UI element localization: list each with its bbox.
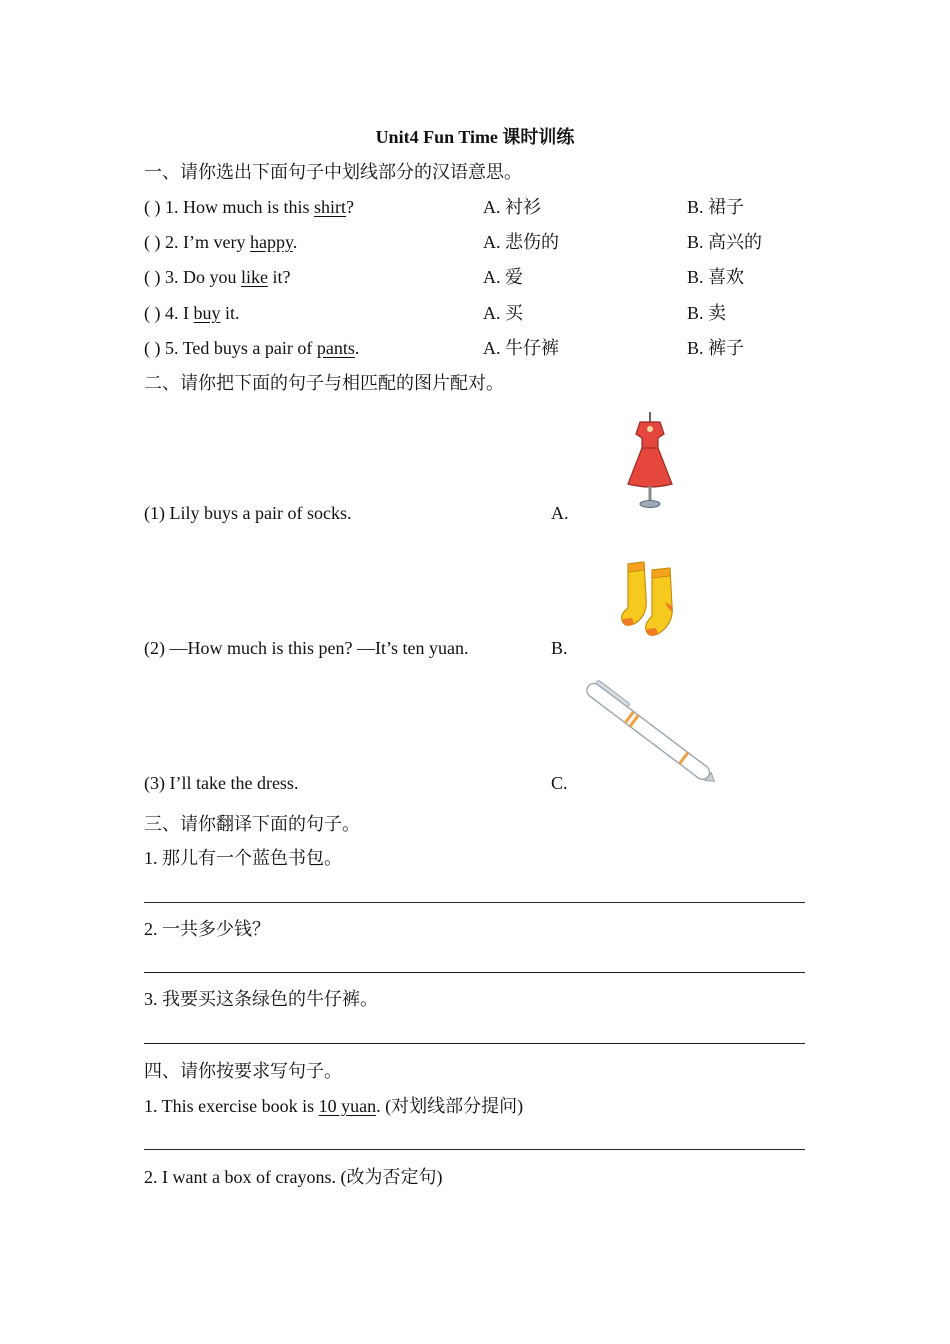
answer-paren[interactable]: ( ): [144, 267, 161, 287]
section-2-heading: 二、请你把下面的句子与相匹配的图片配对。: [144, 373, 504, 393]
match-sentence-1: (1) Lily buys a pair of socks.: [144, 503, 352, 523]
underlined-word: 10 yuan: [318, 1096, 377, 1116]
option-b: B. 裤子: [687, 338, 745, 358]
section-4-heading: 四、请你按要求写句子。: [144, 1061, 342, 1081]
answer-paren[interactable]: ( ): [144, 197, 161, 217]
underlined-word: buy: [193, 303, 221, 323]
option-b: B. 喜欢: [687, 267, 745, 287]
rewrite-item-2: 2. I want a box of crayons. (改为否定句): [144, 1167, 443, 1187]
translate-item-2: 2. 一共多少钱？: [144, 919, 270, 939]
option-a: A. 牛仔裤: [483, 338, 559, 358]
translate-item-1: 1. 那儿有一个蓝色书包。: [144, 848, 342, 868]
underlined-word: like: [241, 267, 268, 287]
socks-icon: [618, 558, 680, 640]
answer-line[interactable]: [144, 902, 805, 903]
match-option-b: B.: [551, 638, 568, 658]
match-sentence-3: (3) I’ll take the dress.: [144, 773, 299, 793]
option-b: B. 卖: [687, 303, 727, 323]
section-3-heading: 三、请你翻译下面的句子。: [144, 814, 360, 834]
answer-line[interactable]: [144, 1043, 805, 1044]
section-1-heading: 一、请你选出下面句子中划线部分的汉语意思。: [144, 162, 522, 182]
dress-icon: [620, 412, 680, 512]
answer-paren[interactable]: ( ): [144, 338, 161, 358]
pen-icon: [570, 672, 730, 796]
rewrite-item-1: 1. This exercise book is 10 yuan. (对划线部分提问): [144, 1096, 524, 1116]
answer-line[interactable]: [144, 1149, 805, 1150]
option-a: A. 衬衫: [483, 197, 541, 217]
option-a: A. 买: [483, 303, 523, 323]
option-b: B. 裙子: [687, 197, 745, 217]
option-a: A. 悲伤的: [483, 232, 559, 252]
page-title: Unit4 Fun Time 课时训练: [375, 127, 575, 147]
match-option-a: A.: [551, 503, 569, 523]
option-a: A. 爱: [483, 267, 523, 287]
translate-item-3: 3. 我要买这条绿色的牛仔裤。: [144, 989, 378, 1009]
answer-paren[interactable]: ( ): [144, 303, 161, 323]
underlined-word: pants: [316, 338, 355, 358]
match-option-c: C.: [551, 773, 568, 793]
answer-paren[interactable]: ( ): [144, 232, 161, 252]
underlined-word: shirt: [314, 197, 347, 217]
underlined-word: happy: [249, 232, 293, 252]
match-sentence-2: (2) —How much is this pen? —It’s ten yuan.: [144, 638, 469, 658]
answer-line[interactable]: [144, 972, 805, 973]
option-b: B. 高兴的: [687, 232, 763, 252]
